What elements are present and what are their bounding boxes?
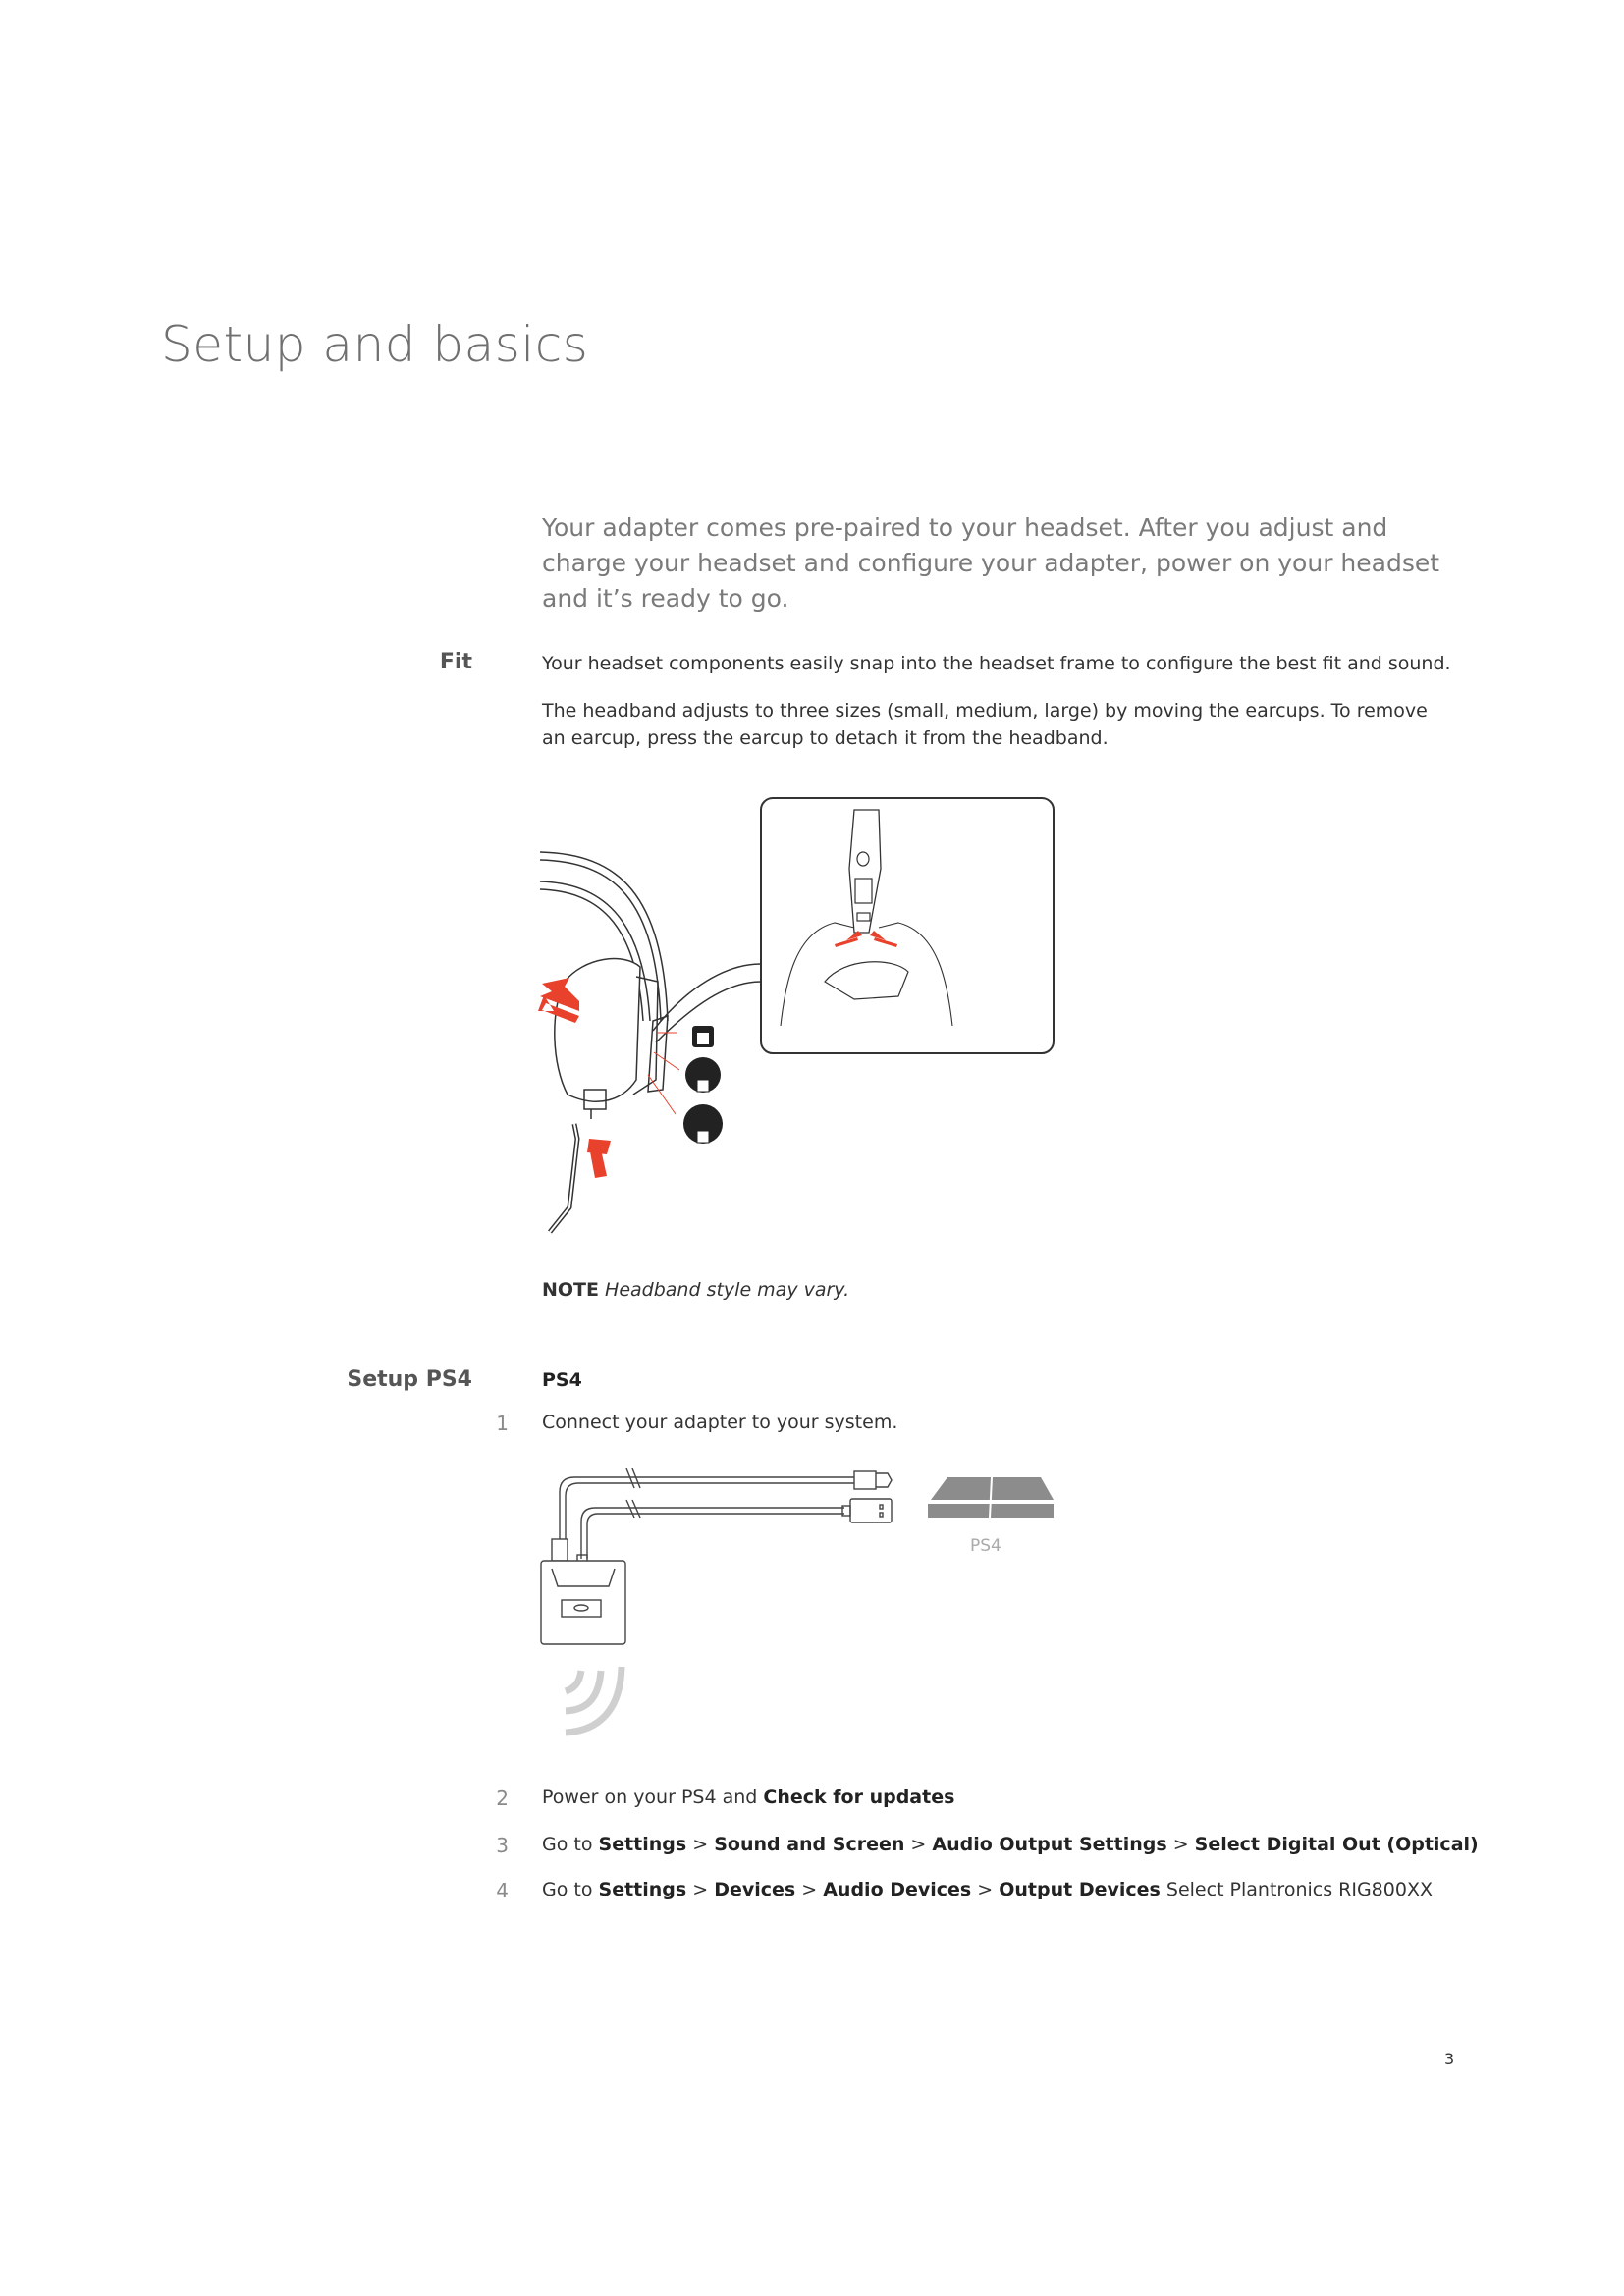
step-text-part: Power on your PS4 and [542,1787,764,1808]
step-text [542,1412,897,1433]
step-text-part: > [1166,1834,1195,1855]
step-text-part: > [971,1879,1000,1900]
step-text-part: Select Plantronics RIG800XX [1160,1879,1433,1900]
ps4-console-label: PS4 [970,1536,1001,1556]
step-text [542,1787,954,1808]
step-number: 2 [496,1787,509,1810]
optical-plug-icon [854,1471,876,1489]
step-text-emphasis: Settings [598,1879,687,1900]
fit-paragraph-2: The headband adjusts to three sizes (small, medium, large) by moving the earcups. To remove an earcup, press the earcup to detach it from the headband. [542,700,1428,749]
step-text-emphasis: Select Digital Out (Optical) [1194,1834,1479,1855]
intro-paragraph: Your adapter comes pre-paired to your headset. After you adjust and charge your headset and configure your adapter, power on your headset and it’s ready to go. [542,513,1440,613]
page-title: Setup and basics [161,316,589,373]
headset-illustration [530,785,1080,1256]
size-medium-icon [685,1057,721,1093]
ps4-subheading: PS4 [542,1369,582,1391]
wireless-signal-icon [566,1667,622,1733]
usb-plug-icon [850,1499,892,1522]
step-text-part: Go to [542,1834,599,1855]
step-text-part: > [904,1834,933,1855]
step-text [542,1834,1479,1855]
step-text-emphasis: Check for updates [763,1787,955,1808]
step-text-part: Go to [542,1879,599,1900]
section-label-fit: Fit [439,650,472,674]
section-label-setup-ps4: Setup PS4 [347,1367,472,1392]
usb-cable [581,1508,844,1559]
step-text-emphasis: Audio Output Settings [932,1834,1167,1855]
step-text-emphasis: Sound and Screen [714,1834,905,1855]
step-number: 4 [496,1879,509,1902]
fit-paragraph-1: Your headset components easily snap into the headset frame to configure the best fit and sound. [542,653,1451,674]
step-text-emphasis: Output Devices [999,1879,1161,1900]
step-text-part: Connect your adapter to your system. [542,1412,898,1433]
arrow-insert-mic-icon [587,1139,611,1178]
step-text-emphasis: Audio Devices [823,1879,972,1900]
size-large-icon [683,1104,723,1144]
step-text-emphasis: Settings [598,1834,687,1855]
note [542,1279,849,1301]
step-text-part: > [686,1834,715,1855]
ps4-console-icon [928,1477,1054,1518]
step-number: 3 [496,1834,509,1857]
step-number: 1 [496,1412,509,1435]
step-text-part: > [795,1879,824,1900]
page-number: 3 [1444,2050,1455,2068]
step-text [542,1879,1433,1900]
note-label: NOTE [542,1279,599,1301]
inset-detail [761,798,1054,1053]
step-text-part: > [686,1879,715,1900]
step-text-emphasis: Devices [714,1879,796,1900]
size-small-icon [692,1026,714,1047]
adapter-connection-illustration [530,1453,1060,1747]
note-text: Headband style may vary. [605,1279,850,1301]
